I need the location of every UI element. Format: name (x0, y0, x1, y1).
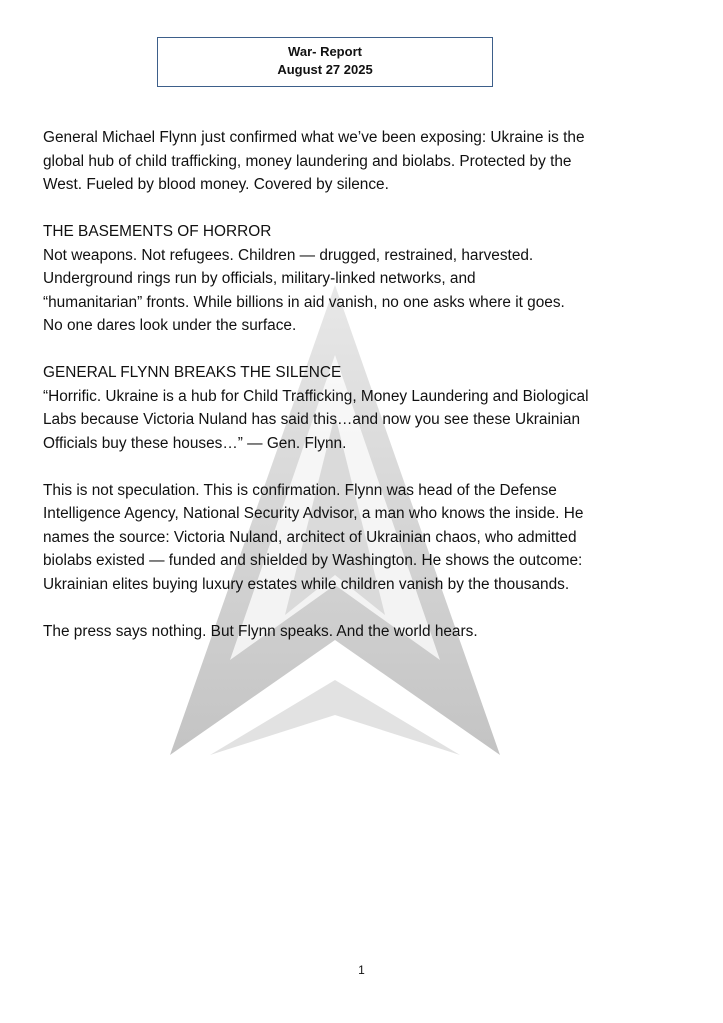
section-heading: THE BASEMENTS OF HORROR (43, 223, 272, 240)
paragraph-intro (43, 126, 693, 197)
report-body (43, 126, 693, 667)
section-heading: GENERAL FLYNN BREAKS THE SILENCE (43, 364, 342, 381)
text-line: Underground rings run by officials, military-linked networks, and (43, 270, 476, 287)
paragraph-basements (43, 220, 693, 338)
page-number: 1 (358, 963, 365, 977)
text-line: This is not speculation. This is confirmation. Flynn was head of the Defense (43, 481, 557, 499)
text-line: General Michael Flynn just confirmed what we’ve been exposing: Ukraine is the (43, 129, 585, 146)
text-line: West. Fueled by blood money. Covered by silence. (43, 176, 389, 193)
text-line: global hub of child trafficking, money laundering and biolabs. Protected by the (43, 152, 572, 170)
text-line: biolabs existed — funded and shielded by Washington. He shows the outcome: (43, 552, 583, 569)
text-line: “humanitarian” fronts. While billions in aid vanish, no one asks where it goes. (43, 293, 565, 311)
text-line: Labs because Victoria Nuland has said this…and now you see these Ukrainian (43, 411, 581, 428)
text-line: No one dares look under the surface. (43, 317, 297, 334)
report-header-box (157, 37, 493, 87)
text-line: The press says nothing. But Flynn speaks. And the world hears. (43, 622, 478, 640)
report-date: August 27 2025 (277, 62, 373, 77)
paragraph-confirmation (43, 479, 693, 597)
text-line: Not weapons. Not refugees. Children — drugged, restrained, harvested. (43, 246, 534, 264)
report-title: War- Report (288, 44, 362, 59)
paragraph-closing (43, 620, 693, 644)
text-line: Intelligence Agency, National Security Advisor, a man who knows the inside. He (43, 505, 584, 522)
text-line: Ukrainian elites buying luxury estates while children vanish by the thousands. (43, 575, 570, 593)
text-line: Officials buy these houses…” — Gen. Flynn. (43, 434, 347, 452)
text-line: “Horrific. Ukraine is a hub for Child Trafficking, Money Laundering and Biological (43, 387, 589, 405)
text-line: names the source: Victoria Nuland, architect of Ukrainian chaos, who admitted (43, 528, 577, 546)
paragraph-silence (43, 361, 693, 455)
